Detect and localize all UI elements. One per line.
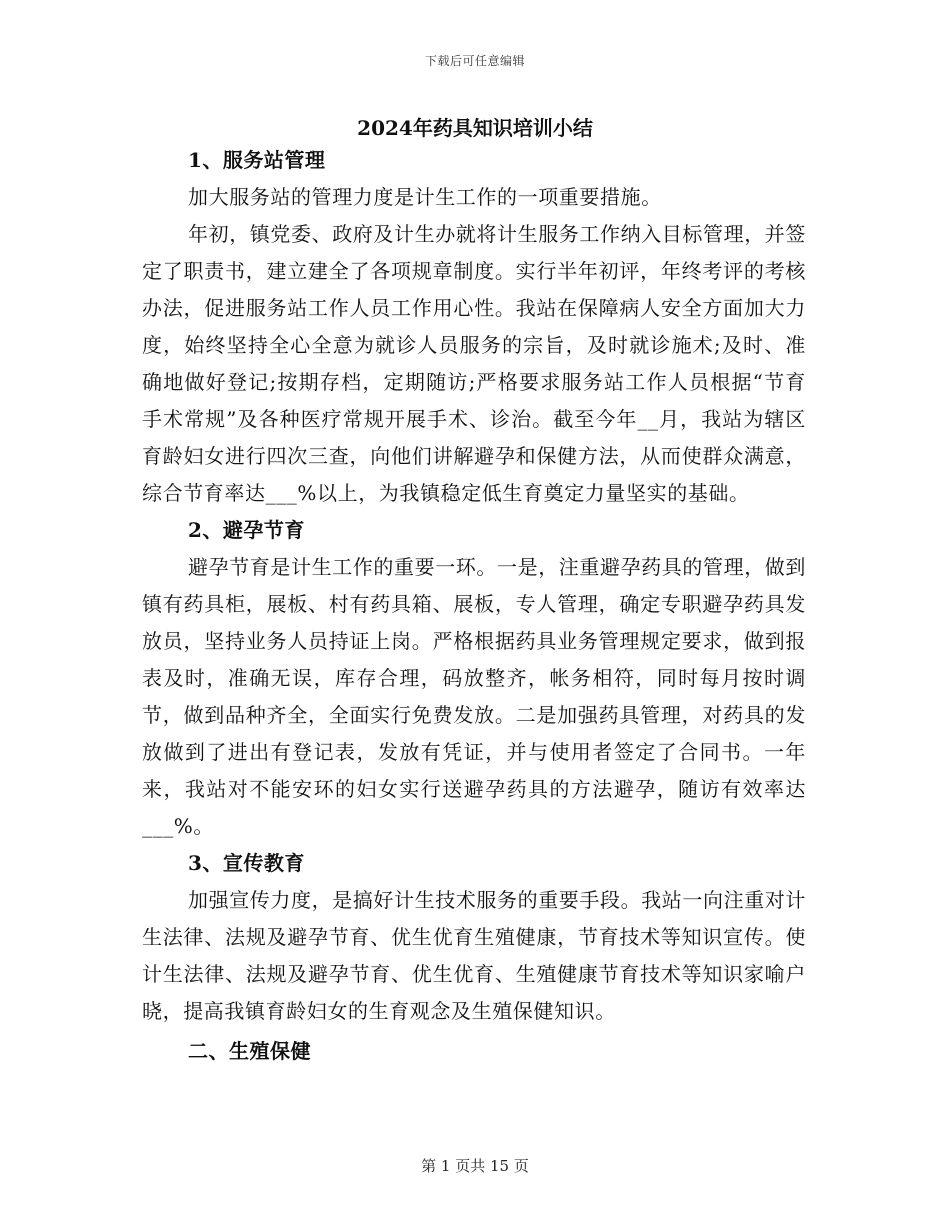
paragraph-service-intro: 加大服务站的管理力度是计生工作的一项重要措施。 [188, 185, 662, 209]
paragraph-contraception: 避孕节育是计生工作的重要一环。一是，注重避孕药具的管理，做到镇有药具柜，展板、村有药具箱、展板，专人管理，确定专职避孕药具发放员，坚持业务人员持证上岗。严格根据药具业务管理规定要求，做到报表及时，准确无误，库存合理，码放整齐，帐务相符，同时每月按时调节，做到品种齐全，全面实行免费发放。二是加强药具管理，对药具的发放做到了进出有登记表，发放有凭证，并与使用者签定了合同书。一年来，我站对不能安环的妇女实行送避孕药具的方法避孕，随访有效率达___%。 [142, 555, 806, 838]
section-heading-publicity: 3、宣传教育 [188, 851, 305, 875]
paragraph-service-details: 年初，镇党委、政府及计生办就将计生服务工作纳入目标管理，并签定了职责书，建立建全了各项规章制度。实行半年初评，年终考评的考核办法，促进服务站工作人员工作用心性。我站在保障病人安全方面加大力度，始终坚持全心全意为就诊人员服务的宗旨，及时就诊施术;及时、准确地做好登记;按期存档，定期随访;严格要求服务站工作人员根据“节育手术常规”及各种医疗常规开展手术、诊治。截至今年__月，我站为辖区育龄妇女进行四次三查，向他们讲解避孕和保健方法，从而使群众满意，综合节育率达___%以上，为我镇稳定低生育奠定力量坚实的基础。 [142, 222, 806, 505]
document-body [142, 142, 806, 1070]
document-title: 2024年药具知识培训小结 [357, 116, 593, 140]
header-note: 下载后可任意编辑 [424, 54, 525, 68]
paragraph-publicity: 加强宣传力度，是搞好计生技术服务的重要手段。我站一向注重对计生法律、法规及避孕节育、优生优育生殖健康，节育技术等知识宣传。使计生法律、法规及避孕节育、优生优育、生殖健康节育技术等知识家喻户晓，提高我镇育龄妇女的生育观念及生殖保健知识。 [142, 888, 806, 1023]
page-footer: 第 1 页共 15 页 [421, 1157, 529, 1175]
section-heading-service-station: 1、服务站管理 [188, 148, 326, 172]
section-heading-contraception: 2、避孕节育 [188, 518, 305, 542]
part-heading-reproductive-health: 二、生殖保健 [188, 1039, 311, 1063]
